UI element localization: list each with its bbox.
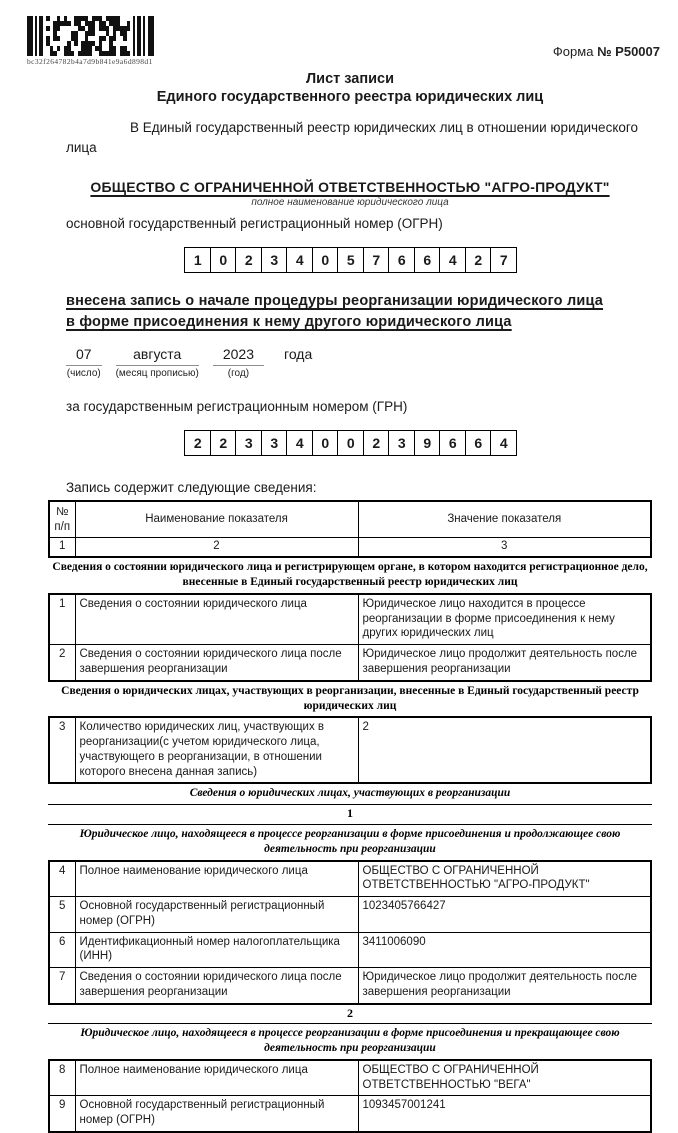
table-row bbox=[49, 717, 651, 783]
entity2-number: 2 bbox=[48, 1005, 652, 1025]
form-number-value: № Р50007 bbox=[597, 44, 660, 59]
section-participants-header: Сведения о юридических лицах, участвующих в реорганизации, внесенные в Единый государственный реестр юридических лиц bbox=[61, 684, 639, 712]
grn-label: за государственным регистрационным номером (ГРН) bbox=[66, 398, 408, 414]
barcode-icon bbox=[27, 16, 157, 56]
intro-line1: В Единый государственный реестр юридических лиц в отношении юридического bbox=[130, 120, 639, 136]
index-cell-1: 1 bbox=[49, 538, 75, 557]
row-value: 3411006090 bbox=[358, 932, 651, 967]
row-num: 8 bbox=[49, 1060, 75, 1096]
company-name: ОБЩЕСТВО С ОГРАНИЧЕННОЙ ОТВЕТСТВЕННОСТЬЮ "АГРО-ПРОДУКТ" bbox=[90, 179, 610, 196]
digit-box: 2 bbox=[210, 430, 237, 456]
row-label: Сведения о состоянии юридического лица после завершения реорганизации bbox=[75, 645, 358, 681]
digit-box: 0 bbox=[312, 247, 339, 273]
digit-box: 5 bbox=[337, 247, 364, 273]
date-year-field bbox=[213, 346, 264, 379]
intro-paragraph bbox=[66, 118, 642, 157]
table-intro: Запись содержит следующие сведения: bbox=[66, 479, 317, 495]
digit-box: 4 bbox=[286, 430, 313, 456]
row-num: 5 bbox=[49, 897, 75, 932]
document-title-line1: Лист записи bbox=[305, 71, 394, 87]
digit-box: 4 bbox=[490, 430, 517, 456]
barcode-block bbox=[27, 16, 157, 66]
date-block bbox=[66, 346, 652, 379]
row-label: Сведения о состоянии юридического лица после завершения реорганизации bbox=[75, 968, 358, 1004]
date-month-label: (месяц прописью) bbox=[115, 367, 199, 379]
date-day-field bbox=[66, 346, 102, 379]
participants-rows-table bbox=[48, 716, 652, 784]
record-statement-line2: в форме присоединения к нему другого юридического лица bbox=[66, 313, 512, 330]
digit-box: 1 bbox=[184, 247, 211, 273]
form-number bbox=[553, 44, 660, 59]
row-value: Юридическое лицо находится в процессе реорганизации в форме присоединения к нему других юридических лиц bbox=[358, 594, 651, 645]
entity1-rows-table bbox=[48, 860, 652, 1005]
entity2-rows-table bbox=[48, 1059, 652, 1133]
table-row bbox=[49, 932, 651, 967]
date-month-value: августа bbox=[133, 345, 182, 362]
digit-box: 6 bbox=[388, 247, 415, 273]
row-num: 2 bbox=[49, 645, 75, 681]
table-row bbox=[49, 861, 651, 897]
table-header-row bbox=[49, 501, 651, 538]
row-label: Количество юридических лиц, участвующих в реорганизации(с учетом юридического лица, участвующего в реорганизации, в отношении которого внесена данная запись) bbox=[75, 717, 358, 783]
intro-line2: лица bbox=[66, 139, 97, 155]
col-header-value: Значение показателя bbox=[358, 501, 651, 538]
col-header-num-line1: № bbox=[56, 505, 69, 518]
company-name-caption: полное наименование юридического лица bbox=[251, 197, 449, 209]
section-entity1-header: Юридическое лицо, находящееся в процессе реорганизации в форме присоединения и продолжающее свою деятельность при реорганизации bbox=[79, 827, 621, 855]
row-num: 6 bbox=[49, 932, 75, 967]
index-cell-2: 2 bbox=[75, 538, 358, 557]
record-table-header bbox=[48, 500, 652, 558]
col-header-num bbox=[49, 501, 75, 538]
row-label: Идентификационный номер налогоплательщика (ИНН) bbox=[75, 932, 358, 967]
document-title-line2: Единого государственного реестра юридических лиц bbox=[156, 89, 544, 106]
digit-box: 2 bbox=[235, 247, 262, 273]
digit-box: 2 bbox=[184, 430, 211, 456]
digit-box: 3 bbox=[235, 430, 262, 456]
digit-box: 7 bbox=[490, 247, 517, 273]
digit-box: 0 bbox=[210, 247, 237, 273]
record-statement bbox=[66, 291, 652, 332]
table-row bbox=[49, 968, 651, 1004]
table-index-row bbox=[49, 538, 651, 557]
document-content bbox=[0, 70, 678, 1133]
row-num: 7 bbox=[49, 968, 75, 1004]
row-num: 3 bbox=[49, 717, 75, 783]
digit-box: 3 bbox=[388, 430, 415, 456]
row-label: Основной государственный регистрационный номер (ОГРН) bbox=[75, 1096, 358, 1132]
date-year-label: (год) bbox=[227, 367, 250, 379]
barcode-text: bc32f264782b4a7d9b841e9a6d898d1 bbox=[27, 57, 153, 66]
col-header-name: Наименование показателя bbox=[75, 501, 358, 538]
table-row bbox=[49, 594, 651, 645]
row-label: Полное наименование юридического лица bbox=[75, 861, 358, 897]
row-value: 2 bbox=[358, 717, 651, 783]
date-month-field bbox=[116, 346, 199, 379]
date-day-label: (число) bbox=[66, 367, 101, 379]
row-value: Юридическое лицо продолжит деятельность после завершения реорганизации bbox=[358, 645, 651, 681]
digit-box: 6 bbox=[465, 430, 492, 456]
table-row bbox=[49, 1096, 651, 1132]
row-num: 1 bbox=[49, 594, 75, 645]
digit-box: 9 bbox=[414, 430, 441, 456]
document-header bbox=[0, 16, 678, 66]
digit-box: 4 bbox=[439, 247, 466, 273]
section-entities-header: Сведения о юридических лицах, участвующих в реорганизации bbox=[48, 784, 652, 805]
digit-box: 2 bbox=[465, 247, 492, 273]
digit-box: 7 bbox=[363, 247, 390, 273]
ogrn-label: основной государственный регистрационный номер (ОГРН) bbox=[66, 216, 443, 232]
state-rows-table bbox=[48, 593, 652, 682]
table-row bbox=[49, 645, 651, 681]
table-row bbox=[49, 1060, 651, 1096]
digit-box: 0 bbox=[337, 430, 364, 456]
document-title bbox=[48, 70, 652, 106]
digit-box: 3 bbox=[261, 247, 288, 273]
row-value: 1093457001241 bbox=[358, 1096, 651, 1132]
grn-digit-boxes bbox=[48, 430, 652, 456]
col-header-num-line2: п/п bbox=[54, 520, 71, 533]
row-label: Полное наименование юридического лица bbox=[75, 1060, 358, 1096]
ogrn-digit-boxes bbox=[48, 247, 652, 273]
date-year-value: 2023 bbox=[222, 345, 255, 362]
record-statement-line1: внесена запись о начале процедуры реорганизации юридического лица bbox=[66, 293, 604, 310]
row-label: Сведения о состоянии юридического лица bbox=[75, 594, 358, 645]
entity1-number: 1 bbox=[48, 805, 652, 825]
section-state-header: Сведения о состоянии юридического лица и регистрирующем органе, в котором находится регистрационное дело, внесенные в Единый государственный реестр юридических лиц bbox=[52, 561, 648, 589]
digit-box: 0 bbox=[312, 430, 339, 456]
digit-box: 3 bbox=[261, 430, 288, 456]
index-cell-3: 3 bbox=[358, 538, 651, 557]
row-label: Основной государственный регистрационный номер (ОГРН) bbox=[75, 897, 358, 932]
row-value: ОБЩЕСТВО С ОГРАНИЧЕННОЙ ОТВЕТСТВЕННОСТЬЮ "АГРО-ПРОДУКТ" bbox=[358, 861, 651, 897]
section-entity2-header: Юридическое лицо, находящееся в процессе реорганизации в форме присоединения и прекращающее свою деятельность при реорганизации bbox=[80, 1027, 620, 1055]
digit-box: 6 bbox=[439, 430, 466, 456]
row-num: 4 bbox=[49, 861, 75, 897]
digit-box: 6 bbox=[414, 247, 441, 273]
date-day-value: 07 bbox=[76, 345, 92, 362]
row-value: Юридическое лицо продолжит деятельность после завершения реорганизации bbox=[358, 968, 651, 1004]
row-num: 9 bbox=[49, 1096, 75, 1132]
row-value: 1023405766427 bbox=[358, 897, 651, 932]
date-suffix: года bbox=[284, 345, 313, 362]
table-row bbox=[49, 897, 651, 932]
form-number-label: Форма bbox=[552, 44, 594, 59]
digit-box: 2 bbox=[363, 430, 390, 456]
digit-box: 4 bbox=[286, 247, 313, 273]
row-value: ОБЩЕСТВО С ОГРАНИЧЕННОЙ ОТВЕТСТВЕННОСТЬЮ "ВЕГА" bbox=[358, 1060, 651, 1096]
